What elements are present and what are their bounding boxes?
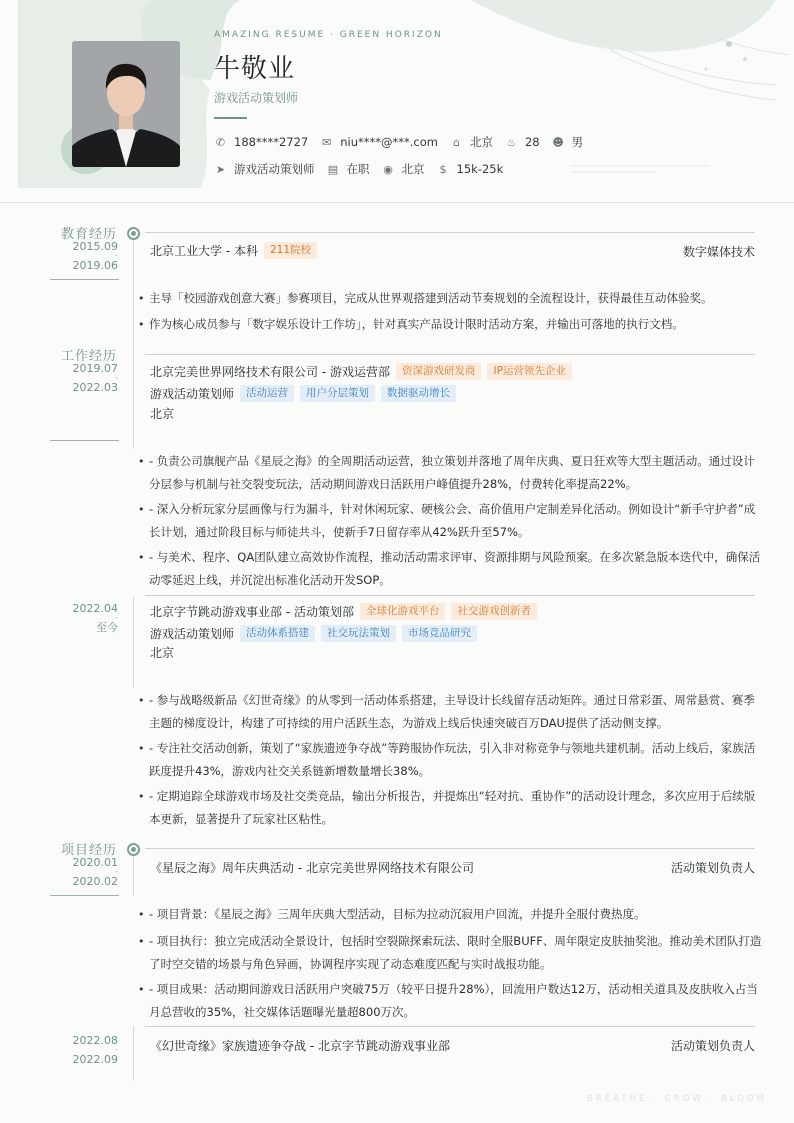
project-1-bullet: • - 项目执行：独立完成活动全景设计，包括时空裂隙探索玩法、限时全服BUFF、周年限定皮肤抽奖池。推动美术团队打造了时空交错的场景与角色异画，协调程序实现了动态难度匹配与实时战报功能。	[138, 930, 765, 976]
job-2-company: 北京字节跳动游戏事业部 - 活动策划部 全球化游戏平台 社交游戏创新者	[150, 603, 537, 620]
entry-divider	[145, 354, 755, 355]
intent-position: ➤ 游戏活动策划师	[215, 162, 315, 176]
job-1-bullet: • - 负责公司旗舰产品《星辰之海》的全周期活动运营，独立策划并落地了周年庆典、夏日狂欢等大型主题活动。通过设计分层参与机制与社交裂变玩法，活动期间游戏日活跃用户峰值提升28%，付费转化率提高22%。	[138, 450, 765, 496]
job-2-bullet: • - 定期追踪全球游戏市场及社交类竞品，输出分析报告，并提炼出“轻对抗、重协作”的活动设计理念，多次应用于后续版本更新，显著提升了玩家社区粘性。	[138, 785, 765, 831]
status-icon: ▤	[327, 162, 339, 176]
section-title-work: 工作经历	[60, 349, 117, 364]
contact-phone: ✆ 188****2727	[215, 135, 309, 149]
job-2-bullet: • - 专注社交活动创新，策划了“家族遗迹争夺战”等跨服协作玩法，引入非对称竞争与领地共建机制。活动上线后，家族活跃度提升43%，游戏内社交关系链新增数量增长38%。	[138, 737, 765, 783]
education-bullet: • 作为核心成员参与「数字娱乐设计工作坊」，针对真实产品设计限时活动方案，并输出可落地的执行文档。	[138, 313, 765, 336]
skill-tag: 数据驱动增长	[381, 385, 456, 402]
job-1-position: 游戏活动策划师 活动运营 用户分层策划 数据驱动增长	[150, 385, 456, 402]
job-1-company: 北京完美世界网络技术有限公司 - 游戏运营部 资深游戏研发商 IP运营领先企业	[150, 363, 572, 380]
birthday-cake-icon: ♨	[506, 135, 517, 149]
home-icon: ⌂	[452, 135, 460, 149]
location-pin-icon: ◉	[383, 162, 393, 176]
skill-tag: 社交玩法策划	[321, 625, 396, 642]
job-2-bullet: • - 参与战略级新品《幻世奇缘》的从零到一活动体系搭建，主导设计长线留存活动矩阵。通过日常彩蛋、周常悬赏、赛季主题的梯度设计，构建了可持续的用户活跃生态，为游戏上线后快速突破百万DAU提供了活动侧支撑。	[138, 689, 765, 735]
timeline-line-education	[133, 232, 134, 449]
candidate-name: 牛敬业	[214, 54, 296, 84]
gender-icon: ☻	[552, 135, 564, 149]
project-1-dates: 2020.01 - 2020.02	[72, 856, 118, 888]
project-1-role: 活动策划负责人	[670, 861, 755, 875]
brand-tagline: AMAZING RESUME · GREEN HORIZON	[214, 30, 443, 40]
project-1-bullet: • - 项目背景：《星辰之海》三周年庆典大型活动，目标为拉动沉寂用户回流，并提升全服付费热度。	[138, 903, 765, 926]
job-1-city: 北京	[150, 407, 175, 421]
footer-tagline: BREATHE · GROW · BLOOM	[587, 1094, 767, 1104]
entry-divider	[145, 848, 755, 849]
job-1-dates: 2019.07 - 2022.03	[72, 362, 118, 394]
skill-tag: 活动运营	[240, 385, 294, 402]
timeline-line-work-2	[133, 596, 134, 688]
job-1-bullet: • - 深入分析玩家分层画像与行为漏斗，针对休闲玩家、硬核公会、高价值用户定制差异化活动。例如设计“新手守护者”成长计划，通过阶段目标与师徒共斗，使新手7日留存率从42%跃升至57%。	[138, 498, 765, 544]
school-tag: 211院校	[264, 242, 317, 259]
entry-divider	[145, 1026, 755, 1027]
intent-status: ▤ 在职	[327, 162, 370, 176]
company-tag: 全球化游戏平台	[360, 603, 446, 620]
section-rule-education	[50, 279, 119, 280]
send-icon: ➤	[215, 162, 226, 176]
timeline-line-project-2	[133, 1026, 134, 1081]
timeline-dot	[127, 843, 140, 856]
company-tag: IP运营领先企业	[487, 363, 571, 380]
education-school: 北京工业大学 - 本科 211院校	[150, 242, 317, 259]
education-dates: 2015.09 - 2019.06	[72, 240, 118, 272]
project-2-dates: 2022.08 - 2022.09	[72, 1034, 118, 1066]
phone-icon: ✆	[215, 135, 226, 149]
job-2-dates: 2022.04 - 至今	[72, 602, 118, 634]
header-divider	[0, 202, 794, 203]
mail-icon: ✉	[322, 135, 332, 149]
section-rule-projects	[50, 895, 119, 896]
entry-divider	[145, 595, 755, 596]
intent-salary: $ 15k-25k	[437, 162, 504, 176]
section-title-education: 教育经历	[60, 227, 117, 242]
project-2-role: 活动策划负责人	[670, 1039, 755, 1053]
intent-row	[214, 161, 515, 177]
profile-photo	[72, 41, 180, 167]
contact-gender: ☻ 男	[552, 135, 584, 149]
candidate-role: 游戏活动策划师	[214, 91, 299, 105]
job-2-city: 北京	[150, 646, 175, 660]
section-title-projects: 项目经历	[60, 843, 117, 858]
company-tag: 资深游戏研发商	[396, 363, 482, 380]
job-1-bullet: • - 与美术、程序、QA团队建立高效协作流程，推动活动需求评审、资源排期与风险预案。在多次紧急版本迭代中，确保活动零延迟上线，并沉淀出标准化活动开发SOP。	[138, 546, 765, 592]
accent-bar	[214, 117, 247, 119]
section-rule-work	[50, 440, 119, 441]
project-1-bullet: • - 项目成果：活动期间游戏日活跃用户突破75万（较平日提升28%），回流用户数达12万，活动相关道具及皮肤收入占当月总营收的35%，社交媒体话题曝光量超800万次。	[138, 978, 765, 1024]
skill-tag: 用户分层策划	[300, 385, 375, 402]
company-tag: 社交游戏创新者	[451, 603, 537, 620]
entry-divider	[145, 232, 755, 233]
intent-city: ◉ 北京	[383, 162, 425, 176]
skill-tag: 市场竞品研究	[402, 625, 477, 642]
education-major: 数字媒体技术	[682, 245, 755, 259]
project-1-name: 《星辰之海》周年庆典活动 - 北京完美世界网络技术有限公司	[150, 861, 474, 875]
contact-row	[214, 134, 595, 150]
job-2-position: 游戏活动策划师 活动体系搭建 社交玩法策划 市场竞品研究	[150, 625, 477, 642]
project-2-name: 《幻世奇缘》家族遗迹争夺战 - 北京字节跳动游戏事业部	[150, 1039, 450, 1053]
skill-tag: 活动体系搭建	[240, 625, 315, 642]
contact-email: ✉ niu****@***.com	[322, 135, 438, 149]
contact-city: ⌂ 北京	[450, 134, 493, 150]
education-bullet: • 主导「校园游戏创意大赛」参赛项目，完成从世界观搭建到活动节奏规划的全流程设计，获得最佳互动体验奖。	[138, 287, 765, 310]
contact-age: ♨ 28	[506, 135, 540, 149]
salary-icon: $	[439, 162, 447, 176]
timeline-dot	[127, 227, 140, 240]
